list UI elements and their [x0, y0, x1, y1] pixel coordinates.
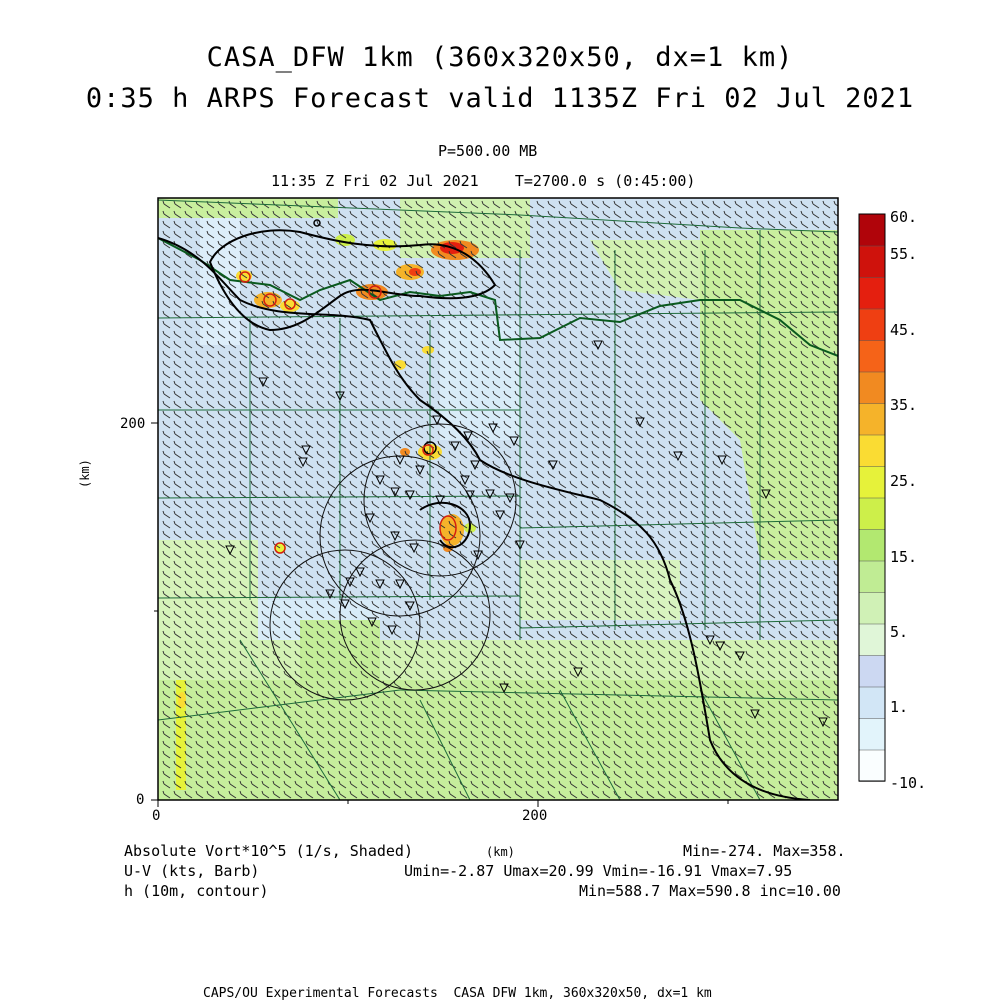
- colorbar: [859, 214, 885, 782]
- valid-time: 11:35 Z Fri 02 Jul 2021 T=2700.0 s (0:45:00): [271, 172, 696, 190]
- pressure-level: P=500.00 MB: [438, 142, 538, 160]
- y-tick-200: 200: [120, 416, 146, 432]
- colorbar-swatch: [859, 372, 885, 404]
- legend-stats-height: Min=588.7 Max=590.8 inc=10.00: [579, 882, 841, 900]
- green-band-south: [158, 672, 838, 800]
- x-axis-label: (km): [486, 845, 515, 859]
- colorbar-label-60: 60.: [890, 208, 918, 226]
- legend-stats-wind: Umin=-2.87 Umax=20.99 Vmin=-16.91 Vmax=7.95: [404, 862, 793, 880]
- colorbar-swatch: [859, 214, 885, 246]
- colorbar-label-5: 5.: [890, 623, 909, 641]
- colorbar-swatch: [859, 466, 885, 498]
- colorbar-swatch: [859, 403, 885, 435]
- title-line-2: 0:35 h ARPS Forecast valid 1135Z Fri 02 Jul 2021: [85, 83, 915, 114]
- colorbar-swatch: [859, 309, 885, 341]
- colorbar-swatch: [859, 498, 885, 530]
- colorbar-swatch: [859, 561, 885, 593]
- title-line-1: CASA_DFW 1km (360x320x50, dx=1 km): [206, 42, 794, 73]
- colorbar-label-35: 35.: [890, 396, 918, 414]
- colorbar-swatch: [859, 246, 885, 278]
- colorbar-swatch: [859, 435, 885, 467]
- x-tick-200: 200: [522, 808, 548, 824]
- legend-field-vorticity: Absolute Vort*10^5 (1/s, Shaded): [124, 842, 413, 860]
- footer-credit: CAPS/OU Experimental Forecasts CASA DFW 1km, 360x320x50, dx=1 km: [203, 986, 712, 1000]
- colorbar-label-45: 45.: [890, 321, 918, 339]
- colorbar-label-55: 55.: [890, 245, 918, 263]
- y-tick-0: 0: [136, 792, 145, 808]
- colorbar-swatch: [859, 718, 885, 750]
- colorbar-swatch: [859, 529, 885, 561]
- colorbar-swatch: [859, 592, 885, 624]
- y-axis-label: (km): [78, 459, 92, 488]
- colorbar-label-25: 25.: [890, 472, 918, 490]
- colorbar-label-15: 15.: [890, 548, 918, 566]
- x-tick-0: 0: [152, 808, 161, 824]
- colorbar-swatch: [859, 624, 885, 656]
- colorbar-label-minus10: -10.: [890, 774, 927, 792]
- colorbar-swatch: [859, 750, 885, 782]
- colorbar-swatch: [859, 340, 885, 372]
- legend-field-height: h (10m, contour): [124, 882, 269, 900]
- colorbar-swatch: [859, 687, 885, 719]
- legend-stats-vorticity: Min=-274. Max=358.: [683, 842, 846, 860]
- colorbar-swatch: [859, 655, 885, 687]
- legend-field-wind: U-V (kts, Barb): [124, 862, 260, 880]
- colorbar-label-1: 1.: [890, 698, 909, 716]
- colorbar-swatch: [859, 277, 885, 309]
